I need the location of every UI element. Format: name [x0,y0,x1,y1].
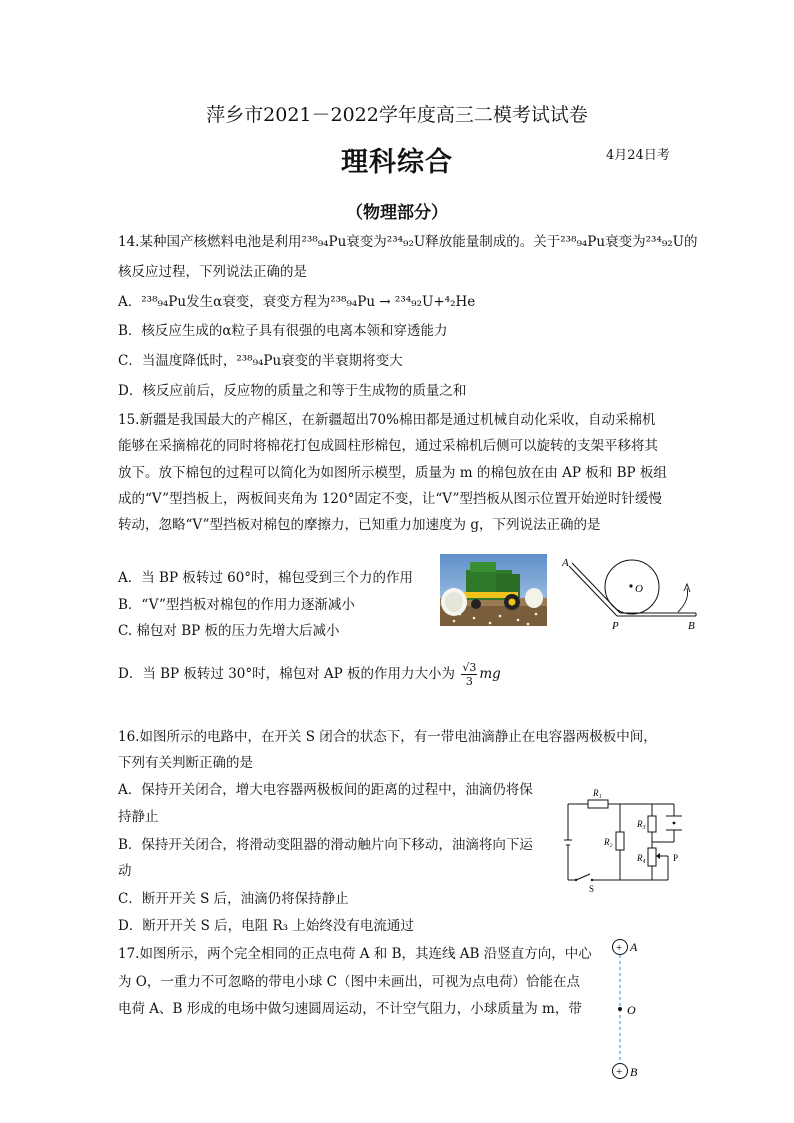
q15-option-c: C. 棉包对 BP 板的压力先增大后减小 [118,623,340,639]
label-r1: R₁ [593,788,602,798]
q16-option-a-line2: 持静止 [118,809,159,825]
q14-option-b: B．核反应生成的α粒子具有很强的电离本领和穿透能力 [118,323,448,339]
cotton-harvester-photo [440,554,547,626]
q15-option-d-text: D．当 BP 板转过 30°时，棉包对 AP 板的作用力大小为 [118,666,456,682]
label-p: P [612,620,619,632]
q15-option-d [118,661,501,688]
label-b: B [688,620,695,632]
q14-option-c: C．当温度降低时，²³⁸₉₄Pu衰变的半衰期将变大 [118,353,403,369]
q15-stem-line2: 能够在采摘棉花的同时将棉花打包成圆柱形棉包，通过采棉机后侧可以旋转的支架平移将其 [118,438,658,454]
q15-stem-line3: 放下。放下棉包的过程可以简化为如图所示模型，质量为 m 的棉包放在由 AP 板和 BP 板组 [118,465,667,481]
q16-option-c: C．断开开关 S 后，油滴仍将保持静止 [118,891,349,907]
q14-stem-line2: 核反应过程，下列说法正确的是 [118,264,307,280]
fraction-denominator: 3 [465,675,473,688]
q15-stem-line1: 15.新疆是我国最大的产棉区，在新疆超出70%棉田都是通过机械自动化采收，自动采棉机 [118,412,656,428]
q16-option-b-line1: B．保持开关闭合，将滑动变阻器的滑动触片向下移动，油滴将向下运 [118,837,533,853]
exam-title: 萍乡市2021－2022学年度高三二模考试试卷 [206,104,588,126]
charge-a-sign: + [616,942,623,954]
q15-option-d-unit: mg [479,666,501,682]
label-r4: R₄ [637,853,646,863]
q16-option-a-line1: A．保持开关闭合，增大电容器两极板间的距离的过程中，油滴仍将保 [118,782,533,798]
circuit-diagram [556,782,698,898]
q14-option-d: D．核反应前后，反应物的质量之和等于生成物的质量之和 [118,383,467,399]
subject-title: 理科综合 [341,147,453,178]
q16-stem-line2: 下列有关判断正确的是 [118,755,253,771]
fraction-numerator: √3 [462,661,477,674]
q14-stem-line1: 14.某种国产核燃料电池是利用²³⁸₉₄Pu衰变为²³⁴₉₂U释放能量制成的。关于²³⁸₉₄Pu衰变为²³⁴₉₂U的 [118,234,698,250]
fraction [461,661,477,688]
label-a: A [562,557,569,569]
q16-option-d: D．断开开关 S 后，电阻 R₃ 上始终没有电流通过 [118,918,414,934]
label-o: O [627,1003,636,1017]
q17-stem-line1: 17.如图所示，两个完全相同的正点电荷 A 和 B，其连线 AB 沿竖直方向，中心 [118,946,592,962]
v-board-diagram [560,550,705,632]
q14-option-a: A．²³⁸₉₄Pu发生α衰变，衰变方程为²³⁸₉₄Pu → ²³⁴₉₂U+⁴₂He [118,294,476,310]
q16-option-b-line2: 动 [118,863,132,879]
label-b: B [630,1065,638,1079]
q16-stem-line1: 16.如图所示的电路中，在开关 S 闭合的状态下，有一带电油滴静止在电容器两极板中间， [118,729,657,745]
section-title: （物理部分） [346,203,448,223]
label-p: P [673,853,679,863]
q15-stem-line5: 转动，忽略“V”型挡板对棉包的摩擦力，已知重力加速度为 g，下列说法正确的是 [118,517,601,533]
point-charges-diagram [606,936,646,1084]
q17-stem-line2: 为 O，一重力不可忽略的带电小球 C（图中未画出，可视为点电荷）恰能在点 [118,974,580,990]
label-s: S [589,884,595,894]
q17-stem-line3: 电荷 A、B 形成的电场中做匀速圆周运动，不计空气阻力，小球质量为 m，带 [118,1001,582,1017]
q15-stem-line4: 成的“V”型挡板上，两板间夹角为 120°固定不变，让“V”型挡板从图示位置开始逆时针缓慢 [118,491,662,507]
exam-date: 4月24日考 [606,148,670,163]
charge-b-sign: + [616,1066,623,1078]
q15-option-b: B．“V”型挡板对棉包的作用力逐渐减小 [118,597,355,613]
label-a: A [630,940,638,954]
label-r2: R₂ [604,837,613,847]
label-o: O [635,583,643,595]
label-r3: R₃ [637,819,646,829]
q15-option-a: A．当 BP 板转过 60°时，棉包受到三个力的作用 [118,570,414,586]
